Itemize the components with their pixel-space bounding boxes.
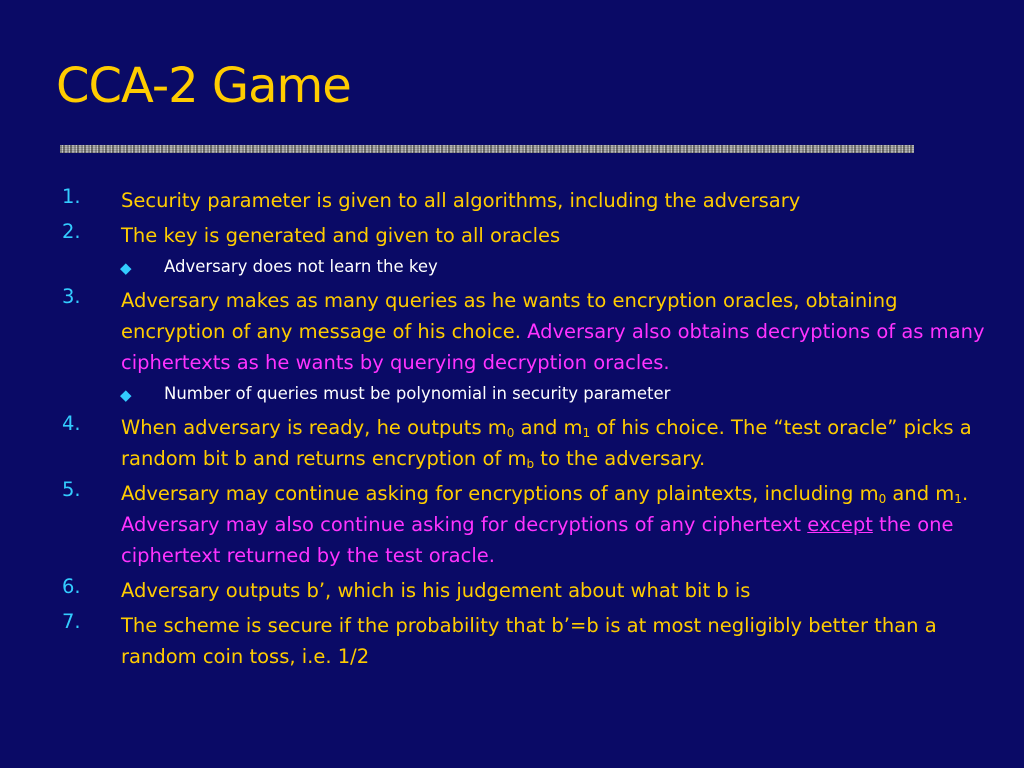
item-text xyxy=(121,478,991,575)
text-segment: . xyxy=(961,482,969,505)
highlighted-text xyxy=(121,513,954,567)
item-text xyxy=(121,285,991,382)
item-text: The scheme is secure if the probability that b’=b is at most negligibly better than a random coin toss, i.e. 1/2 xyxy=(121,614,937,668)
text-segment: When adversary is ready, he outputs m xyxy=(121,416,507,439)
subscript: b xyxy=(526,457,535,471)
diamond-icon: ◆ xyxy=(120,259,132,277)
text-segment: of his choice. The “test oracle” picks a random bit b and returns encryption of m xyxy=(121,416,972,470)
numbered-list xyxy=(0,185,1024,676)
item-text: The key is generated and given to all oracles xyxy=(121,224,561,247)
sub-bullet-text: Adversary does not learn the key xyxy=(164,257,438,276)
item-number: 1. xyxy=(62,185,81,208)
text-segment: and m xyxy=(886,482,955,505)
text-segment: the one ciphertext returned by the test oracle. xyxy=(121,513,954,567)
item-number: 3. xyxy=(62,285,81,308)
item-text: Adversary outputs b’, which is his judgement about what bit b is xyxy=(121,579,751,602)
subscript: 0 xyxy=(878,492,887,506)
item-number: 4. xyxy=(62,412,81,435)
text-segment: Adversary may also continue asking for decryptions of any ciphertext xyxy=(121,513,802,536)
subscript: 1 xyxy=(582,426,591,440)
list-item-6 xyxy=(0,575,1024,610)
slide-title: CCA-2 Game xyxy=(56,58,351,114)
item-text-main: Adversary makes as many queries as he wants to encryption oracles, obtaining encryption of any message of his choice. xyxy=(121,289,898,343)
highlighted-text: Adversary also obtains decryptions of as many ciphertexts as he wants by querying decryption oracles. xyxy=(121,320,985,374)
text-segment: Adversary may continue asking for encryptions of any plaintexts, including m xyxy=(121,482,879,505)
text-segment: to the adversary. xyxy=(534,447,706,470)
list-item-5 xyxy=(0,478,1024,575)
item-text: Security parameter is given to all algorithms, including the adversary xyxy=(121,189,801,212)
list-item-7 xyxy=(0,610,1024,676)
list-item-4 xyxy=(0,412,1024,478)
item-number: 5. xyxy=(62,478,81,501)
sub-bullet xyxy=(120,255,1024,285)
subscript: 0 xyxy=(506,426,515,440)
item-text xyxy=(121,412,991,478)
title-divider xyxy=(60,145,914,153)
list-item-2 xyxy=(0,220,1024,255)
list-item-1 xyxy=(0,185,1024,220)
underlined-text: except xyxy=(807,513,873,536)
diamond-icon: ◆ xyxy=(120,386,132,404)
item-number: 2. xyxy=(62,220,81,243)
sub-bullet-text: Number of queries must be polynomial in security parameter xyxy=(164,384,671,403)
item-number: 7. xyxy=(62,610,81,633)
sub-bullet xyxy=(120,382,1024,412)
subscript: 1 xyxy=(954,492,962,506)
list-item-3 xyxy=(0,285,1024,382)
item-number: 6. xyxy=(62,575,81,598)
text-segment: and m xyxy=(514,416,583,439)
